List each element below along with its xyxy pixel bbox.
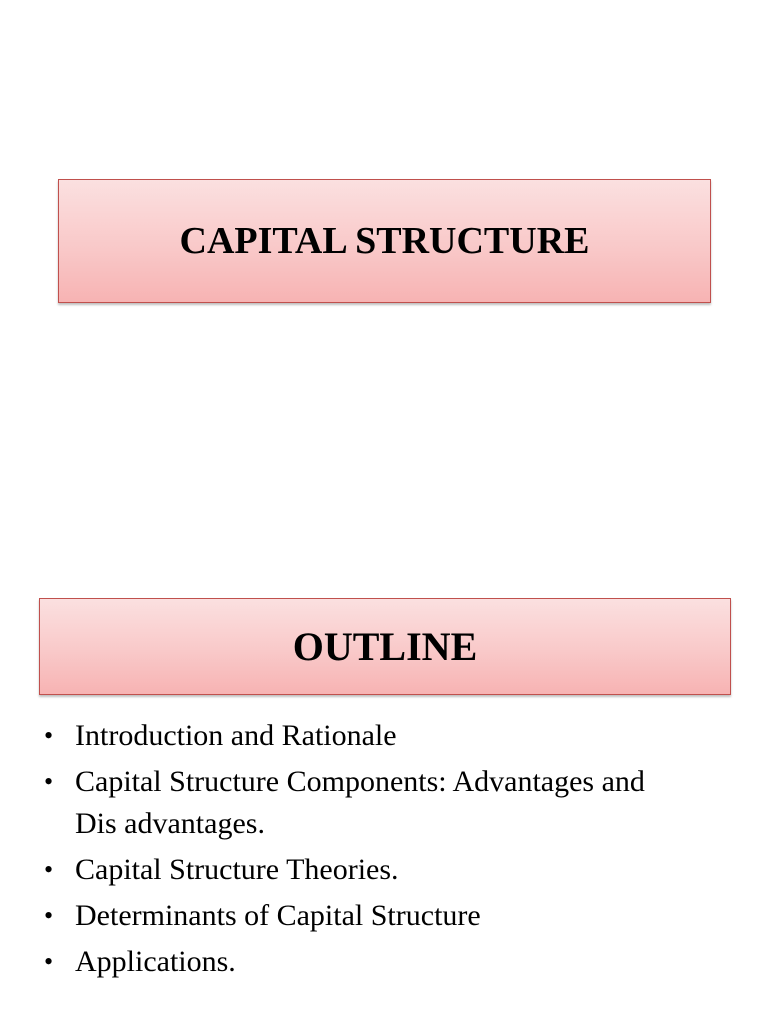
slide-outline [0, 512, 768, 1024]
bullet-icon: • [44, 901, 54, 930]
bullet-icon: • [44, 947, 54, 976]
list-item-text: Capital Structure Components: Advantages and Dis advantages. [75, 765, 645, 840]
outline-list [44, 715, 684, 987]
bullet-icon: • [44, 767, 54, 796]
slide-title: CAPITAL STRUCTURE [179, 220, 590, 262]
list-item-text: Applications. [75, 945, 236, 978]
list-item [44, 849, 684, 891]
list-item-text: Introduction and Rationale [75, 719, 397, 752]
bullet-icon: • [44, 855, 54, 884]
list-item-text: Determinants of Capital Structure [75, 899, 481, 932]
title-box [39, 598, 731, 695]
list-item-text: Capital Structure Theories. [75, 853, 399, 886]
list-item [44, 715, 684, 757]
list-item [44, 761, 684, 845]
list-item [44, 895, 684, 937]
list-item [44, 941, 684, 983]
slide-title: OUTLINE [292, 623, 478, 669]
bullet-icon: • [44, 721, 54, 750]
title-box [58, 179, 711, 303]
